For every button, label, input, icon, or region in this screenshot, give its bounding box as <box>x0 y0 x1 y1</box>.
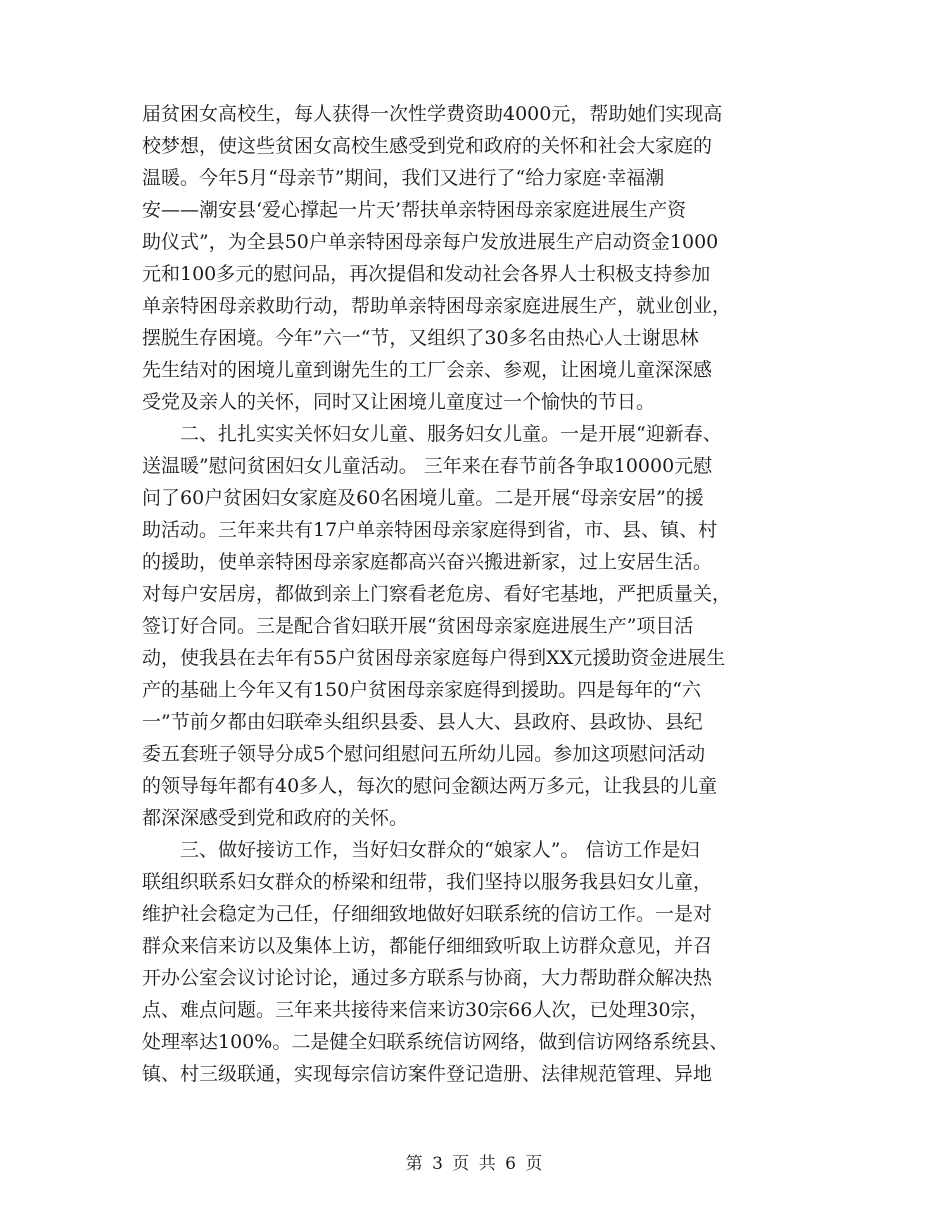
text-line: 一”节前夕都由妇联牵头组织县委、县人大、县政府、县政协、县纪 <box>142 711 703 733</box>
text-line: 动，使我县在去年有55户贫困母亲家庭每户得到XX元援助资金进展生 <box>142 647 726 669</box>
text-line: 问了60户贫困妇女家庭及60名困境儿童。二是开展“母亲安居”的援 <box>142 487 704 509</box>
text-line: 单亲特困母亲救助行动，帮助单亲特困母亲家庭进展生产，就业创业， <box>142 295 732 317</box>
text-line: 届贫困女高校生，每人获得一次性学费资助4000元，帮助她们实现高 <box>142 103 723 125</box>
text-line: 助仪式”，为全县50户单亲特困母亲每户发放进展生产启动资金1000 <box>142 231 719 253</box>
text-line: 的领导每年都有40多人，每次的慰问金额达两万多元，让我县的儿童 <box>142 775 718 797</box>
text-line: 签订好合同。三是配合省妇联开展“贫困母亲家庭进展生产”项目活 <box>142 615 694 637</box>
text-line: 的援助，使单亲特困母亲家庭都高兴奋兴搬进新家，过上安居生活。 <box>142 551 713 573</box>
text-line: 开办公室会议讨论讨论，通过多方联系与协商，大力帮助群众解决热 <box>142 967 713 989</box>
text-line: 校梦想，使这些贫困女高校生感受到党和政府的关怀和社会大家庭的 <box>142 135 713 157</box>
text-line: 点、难点问题。三年来共接待来信来访30宗66人次，已处理30宗， <box>142 999 709 1021</box>
text-line: 摆脱生存困境。今年”六一“节，又组织了30多名由热心人士谢思林 <box>142 327 699 349</box>
text-line: 助活动。三年来共有17户单亲特困母亲家庭得到省，市、县、镇、村 <box>142 519 718 541</box>
text-line: 先生结对的困境儿童到谢先生的工厂会亲、参观，让困境儿童深深感 <box>142 359 713 381</box>
text-line: 联组织联系妇女群众的桥梁和纽带，我们坚持以服务我县妇女儿童， <box>142 871 713 893</box>
text-line: 受党及亲人的关怀，同时又让困境儿童度过一个愉快的节日。 <box>142 391 656 413</box>
text-line: 安——潮安县‘爱心撑起一片天’帮扶单亲特困母亲家庭进展生产资 <box>142 199 687 221</box>
text-line: 处理率达100%。二是健全妇联系统信访网络，做到信访网络系统县、 <box>142 1031 729 1053</box>
text-line: 委五套班子领导分成5个慰问组慰问五所幼儿园。参加这项慰问活动 <box>142 743 706 765</box>
text-line: 维护社会稳定为己任，仔细细致地做好妇联系统的信访工作。一是对 <box>142 903 713 925</box>
text-line: 温暖。今年5月“母亲节”期间，我们又进行了“给力家庭·幸福潮 <box>142 167 665 189</box>
text-line: 对每户安居房，都做到亲上门察看老危房、看好宅基地，严把质量关， <box>142 583 732 605</box>
text-line: 三、做好接访工作，当好妇女群众的“娘家人”。 信访工作是妇 <box>142 839 700 861</box>
text-line: 产的基础上今年又有150户贫困母亲家庭得到援助。四是每年的“六 <box>142 679 701 701</box>
text-line: 送温暖”慰问贫困妇女儿童活动。 三年来在春节前各争取10000元慰 <box>142 455 713 477</box>
text-line: 群众来信来访以及集体上访，都能仔细细致听取上访群众意见，并召 <box>142 935 713 957</box>
text-line: 都深深感受到党和政府的关怀。 <box>142 807 409 829</box>
body-text <box>142 98 822 1090</box>
page-number-footer: 第 3 页 共 6 页 <box>405 1154 545 1174</box>
text-line: 镇、村三级联通，实现每宗信访案件登记造册、法律规范管理、异地 <box>142 1063 713 1085</box>
text-line: 二、扎扎实实关怀妇女儿童、服务妇女儿童。一是开展“迎新春、 <box>142 423 722 445</box>
text-line: 元和100多元的慰问品，再次提倡和发动社会各界人士积极支持参加 <box>142 263 711 285</box>
